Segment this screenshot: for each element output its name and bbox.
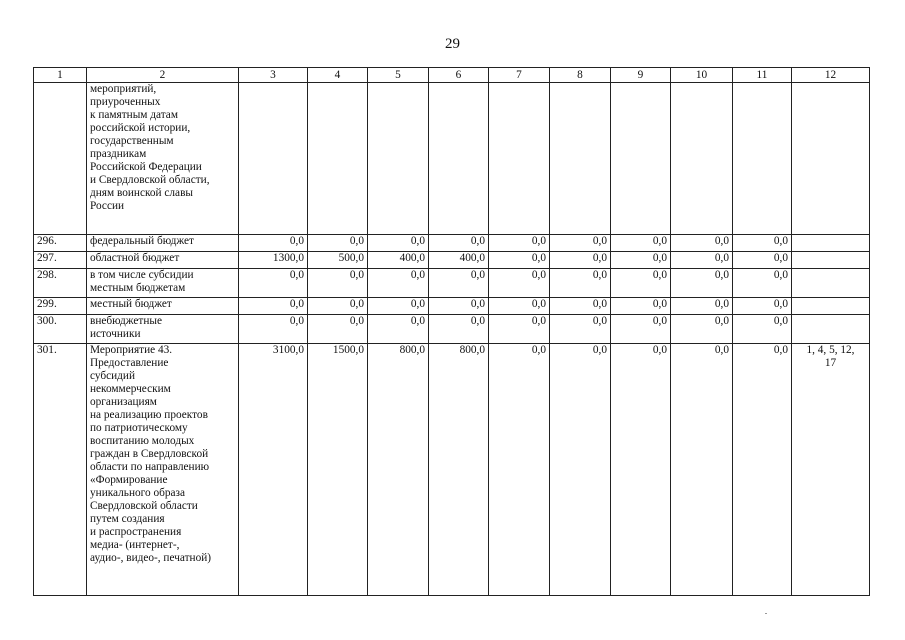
amount-cell: 0,0 — [550, 344, 611, 596]
row-description: местный бюджет — [87, 298, 239, 315]
amount-cell: 0,0 — [671, 235, 733, 252]
amount-cell — [239, 83, 308, 235]
amount-cell: 0,0 — [368, 235, 429, 252]
amount-cell: 400,0 — [429, 252, 489, 269]
column-number-header: 8 — [550, 68, 611, 83]
amount-cell: 0,0 — [671, 344, 733, 596]
amount-cell: 0,0 — [429, 269, 489, 298]
amount-cell: 0,0 — [489, 235, 550, 252]
amount-cell: 0,0 — [239, 269, 308, 298]
row-number: 299. — [34, 298, 87, 315]
amount-cell: 0,0 — [550, 298, 611, 315]
amount-cell: 0,0 — [671, 269, 733, 298]
amount-cell: 800,0 — [368, 344, 429, 596]
row-description: в том числе субсидии местным бюджетам — [87, 269, 239, 298]
amount-cell: 0,0 — [368, 298, 429, 315]
amount-cell: 0,0 — [489, 252, 550, 269]
scan-speck — [765, 613, 767, 614]
amount-cell: 0,0 — [308, 315, 368, 344]
amount-cell: 0,0 — [550, 269, 611, 298]
target-references — [792, 269, 870, 298]
amount-cell: 500,0 — [308, 252, 368, 269]
amount-cell: 0,0 — [611, 252, 671, 269]
amount-cell: 0,0 — [611, 269, 671, 298]
amount-cell: 0,0 — [368, 269, 429, 298]
amount-cell: 0,0 — [429, 298, 489, 315]
column-number-header: 2 — [87, 68, 239, 83]
column-number-header: 6 — [429, 68, 489, 83]
amount-cell: 0,0 — [308, 235, 368, 252]
amount-cell: 0,0 — [733, 235, 792, 252]
row-number: 300. — [34, 315, 87, 344]
column-number-header: 5 — [368, 68, 429, 83]
amount-cell: 0,0 — [611, 315, 671, 344]
row-number: 297. — [34, 252, 87, 269]
amount-cell: 0,0 — [239, 235, 308, 252]
row-number: 301. — [34, 344, 87, 596]
row-description: внебюджетные источники — [87, 315, 239, 344]
amount-cell: 0,0 — [489, 298, 550, 315]
amount-cell: 0,0 — [368, 315, 429, 344]
amount-cell — [671, 83, 733, 235]
amount-cell: 0,0 — [550, 235, 611, 252]
amount-cell: 0,0 — [671, 315, 733, 344]
row-number: 298. — [34, 269, 87, 298]
amount-cell: 0,0 — [429, 235, 489, 252]
amount-cell: 400,0 — [368, 252, 429, 269]
amount-cell: 0,0 — [550, 315, 611, 344]
table-row — [34, 298, 870, 315]
table-row — [34, 315, 870, 344]
amount-cell: 3100,0 — [239, 344, 308, 596]
amount-cell: 0,0 — [733, 298, 792, 315]
column-number-header: 12 — [792, 68, 870, 83]
amount-cell: 1500,0 — [308, 344, 368, 596]
table-row — [34, 252, 870, 269]
amount-cell: 800,0 — [429, 344, 489, 596]
column-number-header: 9 — [611, 68, 671, 83]
column-number-header: 4 — [308, 68, 368, 83]
row-description: мероприятий, приуроченных к памятным датам российской истории, государственным праздникам Российской Федерации и Свердловской области, дням воинской славы России — [87, 83, 239, 235]
table-row — [34, 235, 870, 252]
amount-cell: 0,0 — [429, 315, 489, 344]
amount-cell: 0,0 — [308, 269, 368, 298]
amount-cell — [308, 83, 368, 235]
column-number-header: 3 — [239, 68, 308, 83]
amount-cell: 0,0 — [489, 315, 550, 344]
amount-cell: 0,0 — [611, 344, 671, 596]
table-header-row — [34, 68, 870, 83]
amount-cell: 0,0 — [733, 269, 792, 298]
row-number: 296. — [34, 235, 87, 252]
column-number-header: 7 — [489, 68, 550, 83]
amount-cell — [550, 83, 611, 235]
amount-cell: 0,0 — [733, 252, 792, 269]
target-references: 1, 4, 5, 12, 17 — [792, 344, 870, 596]
column-number-header: 10 — [671, 68, 733, 83]
amount-cell: 0,0 — [611, 235, 671, 252]
target-references — [792, 252, 870, 269]
table-row — [34, 83, 870, 235]
column-number-header: 1 — [34, 68, 87, 83]
amount-cell: 0,0 — [489, 344, 550, 596]
amount-cell — [429, 83, 489, 235]
page-number: 29 — [445, 36, 460, 52]
amount-cell: 0,0 — [239, 315, 308, 344]
row-number — [34, 83, 87, 235]
amount-cell — [611, 83, 671, 235]
amount-cell: 0,0 — [671, 298, 733, 315]
amount-cell: 1300,0 — [239, 252, 308, 269]
amount-cell — [368, 83, 429, 235]
amount-cell — [733, 83, 792, 235]
row-description: Мероприятие 43. Предоставление субсидий некоммерческим организациям на реализацию проектов по патриотическому воспитанию молодых граждан в Свердловской области по направлению «Формирование уникального образа Свердловской области путем создания и распространения медиа- (интернет-, аудио-, видео-, печатной) — [87, 344, 239, 596]
amount-cell: 0,0 — [489, 269, 550, 298]
amount-cell: 0,0 — [733, 344, 792, 596]
amount-cell: 0,0 — [550, 252, 611, 269]
target-references — [792, 315, 870, 344]
row-description: федеральный бюджет — [87, 235, 239, 252]
target-references — [792, 235, 870, 252]
target-references — [792, 83, 870, 235]
table-row — [34, 269, 870, 298]
budget-table — [33, 67, 870, 596]
amount-cell: 0,0 — [733, 315, 792, 344]
amount-cell: 0,0 — [611, 298, 671, 315]
target-references — [792, 298, 870, 315]
amount-cell: 0,0 — [308, 298, 368, 315]
column-number-header: 11 — [733, 68, 792, 83]
amount-cell — [489, 83, 550, 235]
table-row — [34, 344, 870, 596]
row-description: областной бюджет — [87, 252, 239, 269]
amount-cell: 0,0 — [671, 252, 733, 269]
amount-cell: 0,0 — [239, 298, 308, 315]
